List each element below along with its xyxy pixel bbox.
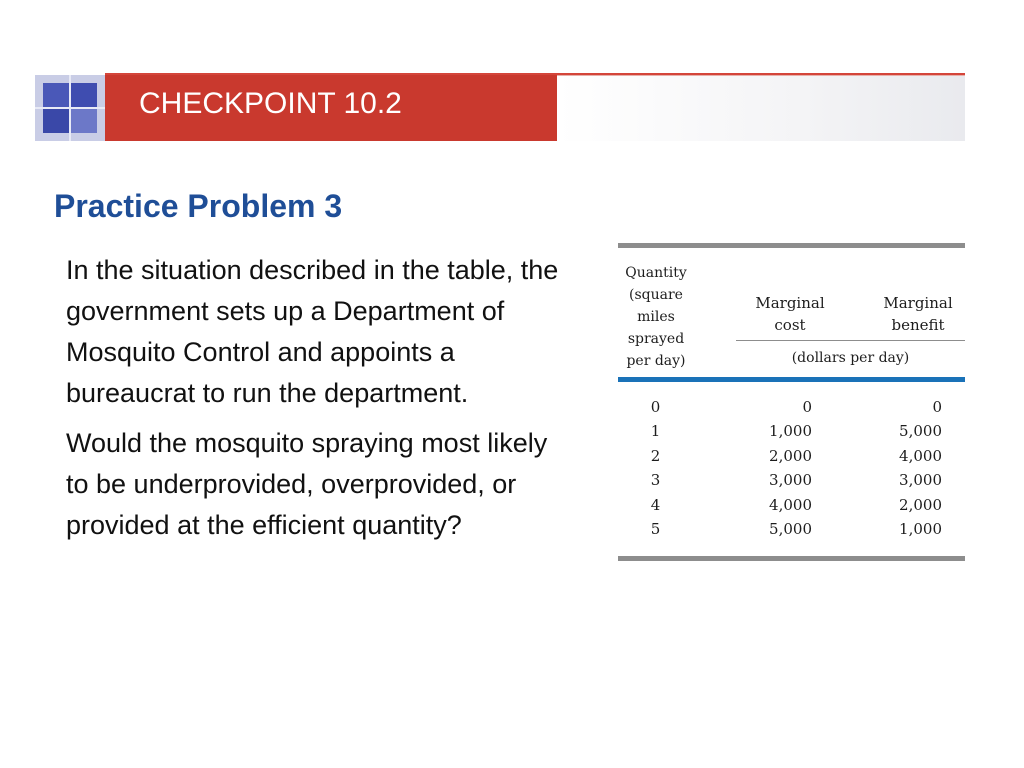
- cell-quantity: 2: [650, 446, 661, 465]
- table-row: [618, 471, 965, 495]
- column-header-marginal-benefit: Marginal benefit: [883, 294, 953, 334]
- checkpoint-banner: [105, 75, 557, 141]
- cell-marginal-benefit: 3,000: [899, 471, 942, 490]
- table-row: [618, 496, 965, 520]
- table-bottom-rule: [618, 556, 965, 561]
- table-header: [618, 248, 965, 377]
- cell-marginal-cost: 3,000: [769, 471, 812, 490]
- cell-marginal-cost: 2,000: [769, 446, 812, 465]
- cell-marginal-benefit: 5,000: [899, 422, 942, 441]
- cell-quantity: 3: [650, 471, 661, 490]
- problem-title: Practice Problem 3: [54, 188, 343, 224]
- checkpoint-logo-icon: [35, 75, 105, 141]
- cell-marginal-benefit: 1,000: [899, 519, 942, 538]
- checkpoint-title: CHECKPOINT 10.2: [139, 87, 402, 120]
- table-body: [618, 382, 965, 556]
- cell-marginal-benefit: 2,000: [899, 495, 942, 514]
- header-fade-rule: [557, 75, 965, 76]
- header-sub-rule: [736, 340, 965, 341]
- cell-quantity: 0: [650, 398, 661, 416]
- cell-marginal-benefit: 4,000: [899, 446, 942, 465]
- table-row: [618, 520, 965, 544]
- problem-paragraph-2: Would the mosquito spraying most likely to be underprovided, overprovided, or provided at the efficient quantity?: [66, 428, 548, 540]
- cell-marginal-cost: 0: [802, 398, 812, 416]
- cell-marginal-benefit: 0: [932, 398, 942, 416]
- column-header-quantity: Quantity (square miles sprayed per day): [625, 265, 687, 369]
- problem-paragraph-1: In the situation described in the table, the government sets up a Department of Mosquito Control and appoints a bureaucrat to run the department.: [66, 255, 559, 408]
- cell-quantity: 5: [650, 519, 661, 538]
- table-row: [618, 422, 965, 446]
- cell-quantity: 4: [650, 495, 661, 514]
- units-label: (dollars per day): [791, 350, 910, 366]
- problem-text: [66, 250, 566, 555]
- mosquito-data-table: [618, 243, 965, 561]
- cell-quantity: 1: [650, 422, 661, 441]
- column-header-marginal-cost: Marginal cost: [755, 294, 825, 334]
- header-fade-band: [557, 75, 965, 141]
- table-row: [618, 447, 965, 471]
- cell-marginal-cost: 4,000: [769, 495, 812, 514]
- cell-marginal-cost: 5,000: [769, 519, 812, 538]
- cell-marginal-cost: 1,000: [769, 422, 812, 441]
- table-row: [618, 398, 965, 422]
